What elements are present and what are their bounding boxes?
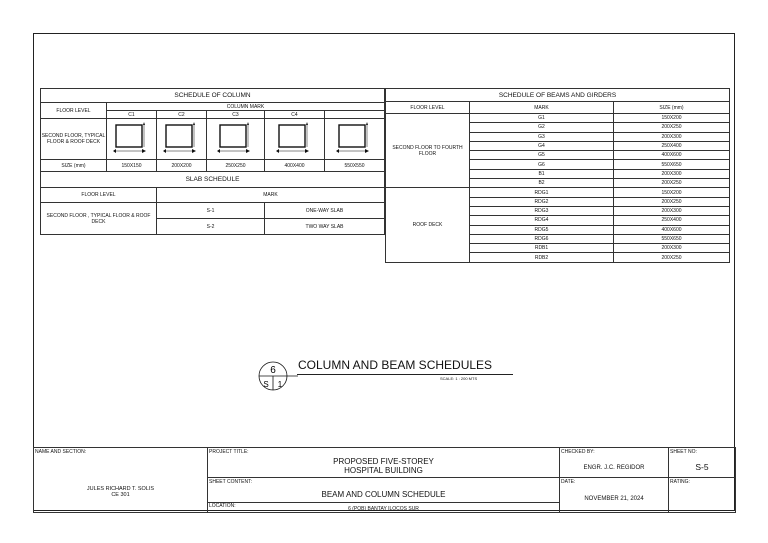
- beam-mark: RDG3: [470, 206, 614, 215]
- column-size-c4: 400X400: [265, 160, 325, 172]
- location-cell: [208, 503, 560, 513]
- column-mark-c2: C2: [157, 111, 207, 119]
- location-label: LOCATION:: [209, 503, 236, 509]
- name-section-cell: [34, 448, 208, 513]
- column-section-c4: [265, 119, 325, 160]
- date-label: DATE:: [561, 479, 576, 485]
- column-mark-c3: C3: [207, 111, 265, 119]
- beam-floor-group-1: SECOND FLOOR TO FOURTH FLOOR: [386, 114, 470, 188]
- checked-label: CHECKED BY:: [561, 449, 595, 455]
- column-size-c5: 550X550: [325, 160, 385, 172]
- column-floor-level-value: SECOND FLOOR, TYPICAL FLOOR & ROOF DECK: [41, 119, 107, 160]
- beam-size: 200X300: [614, 169, 730, 178]
- beam-mark: RDB1: [470, 244, 614, 253]
- student-section: CE 301: [111, 492, 130, 498]
- content-label: SHEET CONTENT:: [209, 479, 252, 485]
- beam-mark: RDG4: [470, 216, 614, 225]
- column-section-c2: [157, 119, 207, 160]
- column-size-label: SIZE (mm): [41, 160, 107, 172]
- column-section-c1: [107, 119, 157, 160]
- sheet-no-cell: [669, 448, 736, 478]
- date-cell: [560, 478, 669, 513]
- project-line-1: PROPOSED FIVE-STOREY: [333, 456, 434, 466]
- beam-mark: RDG6: [470, 234, 614, 243]
- beam-size: 550X650: [614, 160, 730, 169]
- beam-floor-group-2: ROOF DECK: [386, 188, 470, 262]
- view-number: 6: [270, 365, 276, 376]
- column-section-drawing: [160, 122, 204, 156]
- rating-cell: [669, 478, 736, 513]
- column-section-drawing: [273, 122, 317, 156]
- checked-cell: [560, 448, 669, 478]
- project-line-2: HOSPITAL BUILDING: [344, 465, 423, 475]
- column-schedule-title: SCHEDULE OF COLUMN: [41, 89, 385, 103]
- column-floor-level-header: FLOOR LEVEL: [41, 103, 107, 119]
- title-block: [33, 447, 736, 513]
- beam-size-header: SIZE (mm): [614, 102, 730, 114]
- project-cell: [208, 448, 560, 478]
- column-section-drawing: [110, 122, 154, 156]
- column-section-c5: [325, 119, 385, 160]
- content-cell: [208, 478, 560, 503]
- column-section-c3: [207, 119, 265, 160]
- date: NOVEMBER 21, 2024: [584, 496, 644, 502]
- beam-mark-header: MARK: [470, 102, 614, 114]
- column-section-drawing: [333, 122, 377, 156]
- column-size-c3: 250X250: [207, 160, 265, 172]
- slab-mark-s1: S-1: [157, 203, 265, 219]
- column-section-drawing: [214, 122, 258, 156]
- beam-size: 200X250: [614, 253, 730, 262]
- column-mark-c5: [325, 111, 385, 119]
- view-title-text: COLUMN AND BEAM SCHEDULES: [298, 358, 493, 372]
- slab-floor-level-header: FLOOR LEVEL: [41, 188, 157, 203]
- sheet-no-label: SHEET NO:: [670, 449, 697, 455]
- slab-schedule-title: SLAB SCHEDULE: [41, 172, 385, 188]
- beam-size: 200X300: [614, 206, 730, 215]
- beam-size: 250X400: [614, 141, 730, 150]
- rating-label: RATING:: [670, 479, 690, 485]
- view-title-bubble: [256, 356, 298, 398]
- beam-mark: RDG2: [470, 197, 614, 206]
- beam-mark: RDB2: [470, 253, 614, 262]
- beam-mark: RDG5: [470, 225, 614, 234]
- beam-mark: B1: [470, 169, 614, 178]
- view-scale: SCALE: 1 : 200 MTS: [440, 376, 478, 381]
- view-sheet-num: 1: [277, 380, 283, 389]
- beam-floor-header: FLOOR LEVEL: [386, 102, 470, 114]
- view-title-underline: [297, 374, 513, 375]
- beam-size: 400X600: [614, 151, 730, 160]
- beam-mark: G4: [470, 141, 614, 150]
- sheet-content: BEAM AND COLUMN SCHEDULE: [321, 489, 446, 499]
- column-mark-header: COLUMN MARK: [107, 103, 385, 111]
- slab-mark-header: MARK: [157, 188, 385, 203]
- beam-size: 400X600: [614, 225, 730, 234]
- beam-mark: G1: [470, 114, 614, 123]
- name-label: NAME AND SECTION:: [35, 449, 87, 455]
- checked-by: ENGR. J.C. REGIDOR: [583, 464, 645, 471]
- slab-floor-level-value: SECOND FLOOR , TYPICAL FLOOR & ROOF DECK: [41, 203, 157, 235]
- beam-mark: B2: [470, 179, 614, 188]
- slab-type-s2: TWO WAY SLAB: [265, 219, 385, 235]
- student-name: JULES RICHARD T. SOLIS: [86, 486, 155, 492]
- beam-schedule-title: SCHEDULE OF BEAMS AND GIRDERS: [386, 89, 730, 102]
- column-schedule-table: [40, 88, 385, 235]
- beam-mark: G3: [470, 132, 614, 141]
- project-label: PROJECT TITLE:: [209, 449, 249, 455]
- beam-size: 200X250: [614, 123, 730, 132]
- slab-type-s1: ONE-WAY SLAB: [265, 203, 385, 219]
- beam-mark: G6: [470, 160, 614, 169]
- column-mark-c4: C4: [265, 111, 325, 119]
- beam-size: 250X400: [614, 216, 730, 225]
- beam-mark: RDG1: [470, 188, 614, 197]
- column-mark-c1: C1: [107, 111, 157, 119]
- beam-size: 200X250: [614, 179, 730, 188]
- sheet-no: S-5: [695, 461, 709, 472]
- beam-size: 200X250: [614, 197, 730, 206]
- location: 6 (POB) BANTAY ILOCOS SUR: [348, 505, 419, 512]
- beam-mark: G5: [470, 151, 614, 160]
- beam-size: 150X200: [614, 114, 730, 123]
- beam-mark: G2: [470, 123, 614, 132]
- beam-schedule-table: [385, 88, 730, 263]
- column-size-c2: 200X200: [157, 160, 207, 172]
- view-sheet-ref: S: [263, 380, 269, 389]
- column-size-c1: 150X150: [107, 160, 157, 172]
- beam-size: 200X300: [614, 132, 730, 141]
- beam-size: 200X300: [614, 244, 730, 253]
- beam-size: 150X200: [614, 188, 730, 197]
- beam-size: 550X650: [614, 234, 730, 243]
- slab-mark-s2: S-2: [157, 219, 265, 235]
